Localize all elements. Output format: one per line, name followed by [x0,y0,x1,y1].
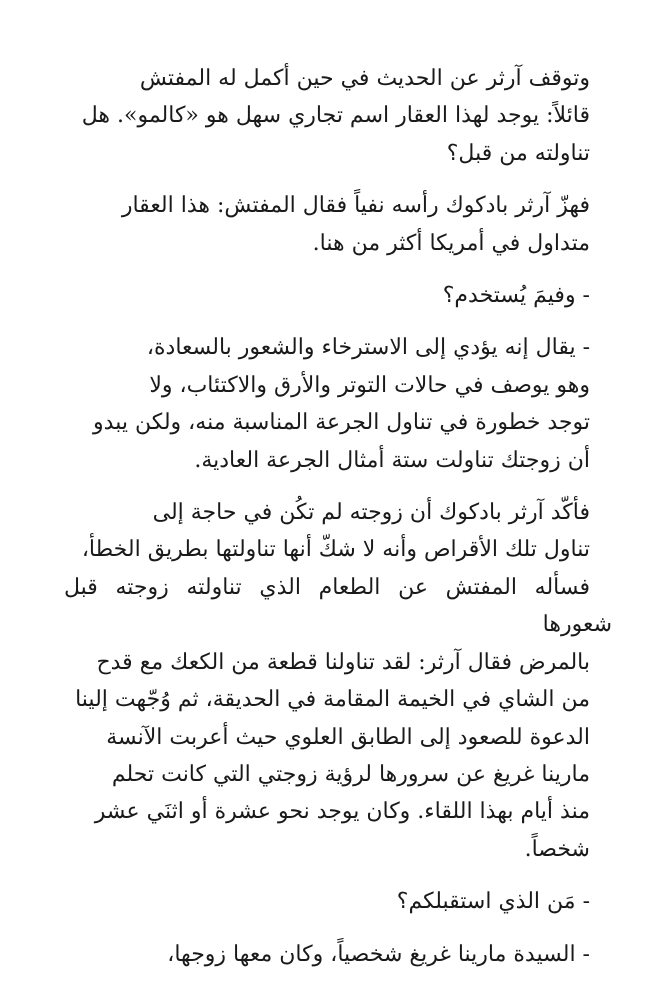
text-line: الدعوة للصعود إلى الطابق العلوي حيث أعربت الآنسة [106,724,590,750]
paragraph-inspector-continues [64,60,612,172]
text-line: - يقال إنه يؤدي إلى الاسترخاء والشعور بالسعادة، [146,335,590,361]
paragraph-arthur-confirms [64,494,612,868]
text-line: قائلاً: يوجد لهذا العقار اسم تجاري سهل هو «كالمو». هل [81,103,590,129]
text-line: أن زوجتك تناولت ستة أمثال الجرعة العادية. [194,447,590,473]
dialog-answer-usage [64,329,612,479]
paragraph-arthur-shakes-head [64,187,612,262]
dialog-question-usage [64,277,612,314]
text-line: مارينا غريغ عن سرورها لرؤية زوجتي التي كانت تحلم [111,761,590,787]
text-line: من الشاي في الخيمة المقامة في الحديقة، ثم وُجّهت إلينا [75,687,590,713]
text-line: منذ أيام بهذا اللقاء. وكان يوجد نحو عشرة أو اثنَي عشر [94,799,590,825]
text-line: فأكّد آرثر بادكوك أن زوجته لم تكُن في حاجة إلى [152,500,590,526]
text-line: متداول في أمريكا أكثر من هنا. [312,230,590,256]
text-line: تناول تلك الأقراص وأنه لا شكّ أنها تناولتها بطريق الخطأ، [81,537,590,563]
dialog-answer-marina [64,936,612,973]
text-line: - السيدة مارينا غريغ شخصياً، وكان معها زوجها، [167,941,590,967]
text-line: بالمرض فقال آرثر: لقد تناولنا قطعة من الكعك مع قدح [96,649,590,675]
text-line: وهو يوصف في حالات التوتر والأرق والاكتئاب، ولا [149,372,590,398]
text-line: تناولته من قبل؟ [446,140,590,166]
text-line: - مَن الذي استقبلكم؟ [396,889,590,915]
page-body [64,60,612,988]
text-line: - وفيمَ يُستخدم؟ [442,283,590,309]
text-line: توجد خطورة في تناول الجرعة المناسبة منه، ولكن يبدو [93,410,590,436]
text-line: شخصاً. [524,836,590,862]
dialog-question-who-received [64,883,612,920]
text-line: فسأله المفتش عن الطعام الذي تناولته زوجته قبل شعورها [64,574,612,638]
text-line: فهزّ آرثر بادكوك رأسه نفياً فقال المفتش: هذا العقار [121,193,590,219]
text-line: وتوقف آرثر عن الحديث في حين أكمل له المفتش [139,66,590,91]
